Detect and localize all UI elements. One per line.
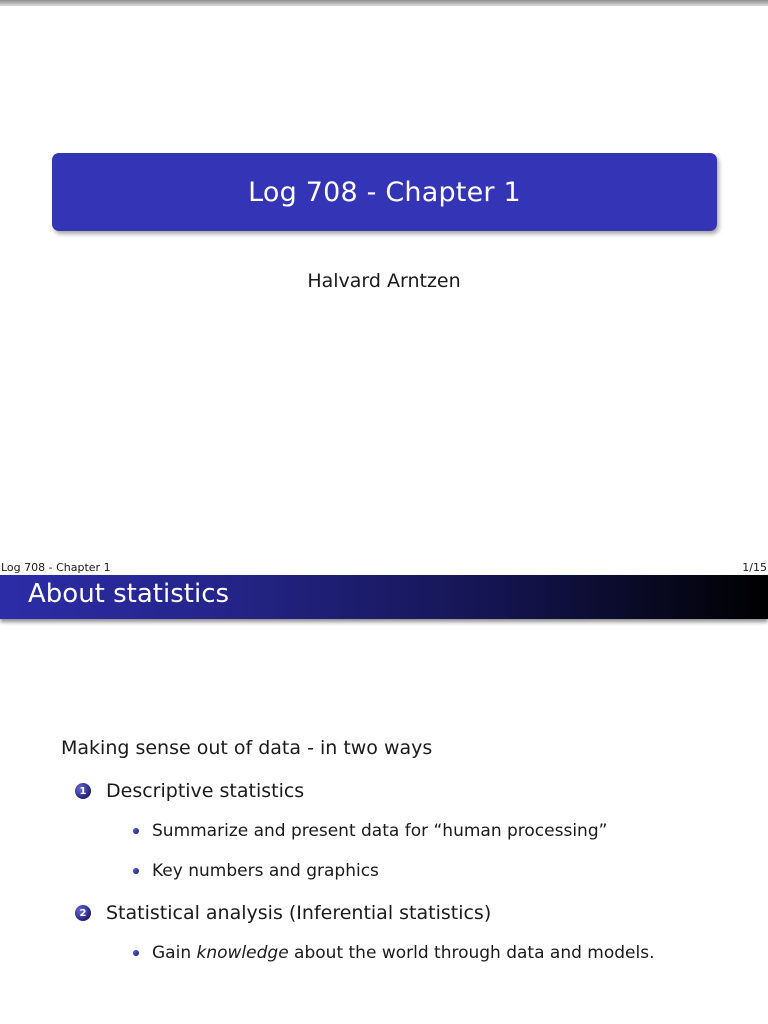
enum-number-ball-icon: 2 <box>75 905 91 921</box>
author-name: Halvard Arntzen <box>307 270 461 292</box>
bullet-dot-icon <box>133 828 139 834</box>
enum-item-inferential <box>75 902 491 924</box>
enum-item-descriptive <box>75 780 304 802</box>
bullet-item <box>133 943 655 963</box>
intro-text: Making sense out of data - in two ways <box>61 737 433 759</box>
bullet-text <box>152 943 655 963</box>
bullet-dot-icon <box>133 868 139 874</box>
bullet-text: Summarize and present data for “human processing” <box>152 821 608 841</box>
frame-title-bar <box>0 575 768 619</box>
bullet-text-start: Gain <box>152 943 197 963</box>
frame-title: About statistics <box>28 579 230 609</box>
top-border <box>0 0 768 6</box>
enum-number-ball-icon: 1 <box>75 783 91 799</box>
emphasized-word: knowledge <box>196 943 289 963</box>
bullet-text: Key numbers and graphics <box>152 861 379 881</box>
bullet-item <box>133 821 607 841</box>
page-number: 1/15 <box>742 561 767 574</box>
title-box <box>52 153 717 231</box>
bullet-dot-icon <box>133 950 139 956</box>
enum-label: Statistical analysis (Inferential statistics) <box>106 902 492 924</box>
bullet-text-end: about the world through data and models. <box>288 943 655 963</box>
slide-title: Log 708 - Chapter 1 <box>248 176 521 208</box>
footer-title: Log 708 - Chapter 1 <box>1 561 111 574</box>
enum-label: Descriptive statistics <box>106 780 305 802</box>
bullet-item <box>133 861 379 881</box>
